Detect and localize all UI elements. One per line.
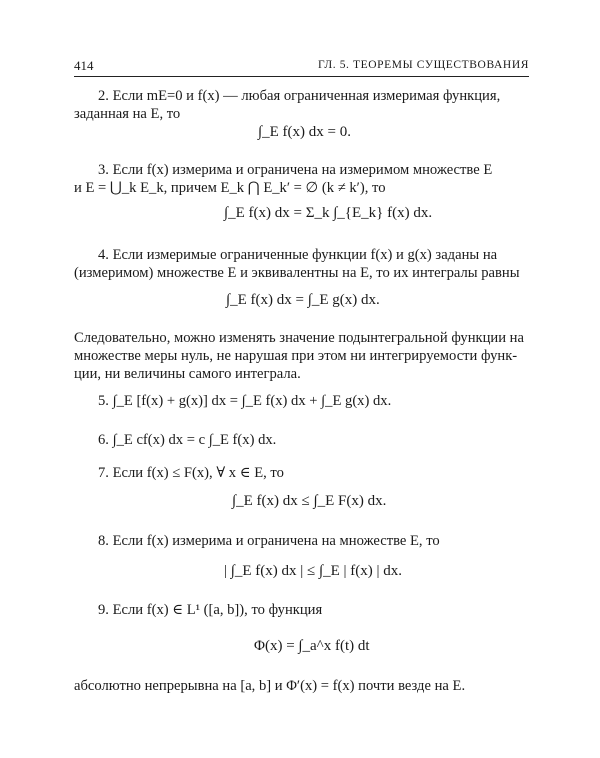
item-3-line-2: и E = ⋃_k E_k, причем E_k ⋂ E_k′ = ∅ (k ≠ k′), то bbox=[74, 180, 386, 196]
item-4-continuation-1: Следовательно, можно изменять значение подынтегральной функции на bbox=[74, 330, 524, 346]
item-4-continuation-3: ции, ни величины самого интеграла. bbox=[74, 366, 301, 382]
item-8-formula: | ∫_E f(x) dx | ≤ ∫_E | f(x) | dx. bbox=[224, 563, 403, 579]
page-header bbox=[74, 58, 529, 77]
item-4-formula: ∫_E f(x) dx = ∫_E g(x) dx. bbox=[226, 292, 380, 308]
item-9-line: 9. Если f(x) ∈ L¹ ([a, b]), то функция bbox=[98, 602, 323, 618]
item-2-formula: ∫_E f(x) dx = 0. bbox=[258, 124, 351, 140]
item-7-formula: ∫_E f(x) dx ≤ ∫_E F(x) dx. bbox=[232, 493, 387, 509]
item-4-line-2: (измеримом) множестве E и эквивалентны на E, то их интегралы равны bbox=[74, 265, 520, 281]
item-8-line: 8. Если f(x) измерима и ограничена на множестве E, то bbox=[98, 533, 440, 549]
item-9-formula: Φ(x) = ∫_a^x f(t) dt bbox=[254, 638, 370, 654]
page-number: 414 bbox=[74, 58, 94, 73]
item-4-line-1: 4. Если измеримые ограниченные функции f(x) и g(x) заданы на bbox=[98, 247, 498, 263]
item-3-formula: ∫_E f(x) dx = Σ_k ∫_{E_k} f(x) dx. bbox=[224, 205, 433, 221]
item-7-line: 7. Если f(x) ≤ F(x), ∀ x ∈ E, то bbox=[98, 465, 284, 481]
item-9-last-line: абсолютно непрерывна на [a, b] и Φ′(x) = f(x) почти везде на E. bbox=[74, 678, 466, 694]
item-2-line-1: 2. Если mE=0 и f(x) — любая ограниченная измеримая функция, bbox=[98, 88, 501, 104]
running-head: ГЛ. 5. ТЕОРЕМЫ СУЩЕСТВОВАНИЯ bbox=[317, 59, 529, 71]
item-4-continuation-2: множестве меры нуль, не нарушая при этом ни интегрируемости функ- bbox=[74, 348, 518, 364]
item-5-formula: 5. ∫_E [f(x) + g(x)] dx = ∫_E f(x) dx + ∫_E g(x) dx. bbox=[98, 393, 392, 409]
item-3-line-1: 3. Если f(x) измерима и ограничена на измеримом множестве E bbox=[98, 162, 493, 178]
item-6-formula: 6. ∫_E cf(x) dx = c ∫_E f(x) dx. bbox=[98, 432, 277, 448]
item-2-line-2: заданная на E, то bbox=[74, 106, 181, 122]
